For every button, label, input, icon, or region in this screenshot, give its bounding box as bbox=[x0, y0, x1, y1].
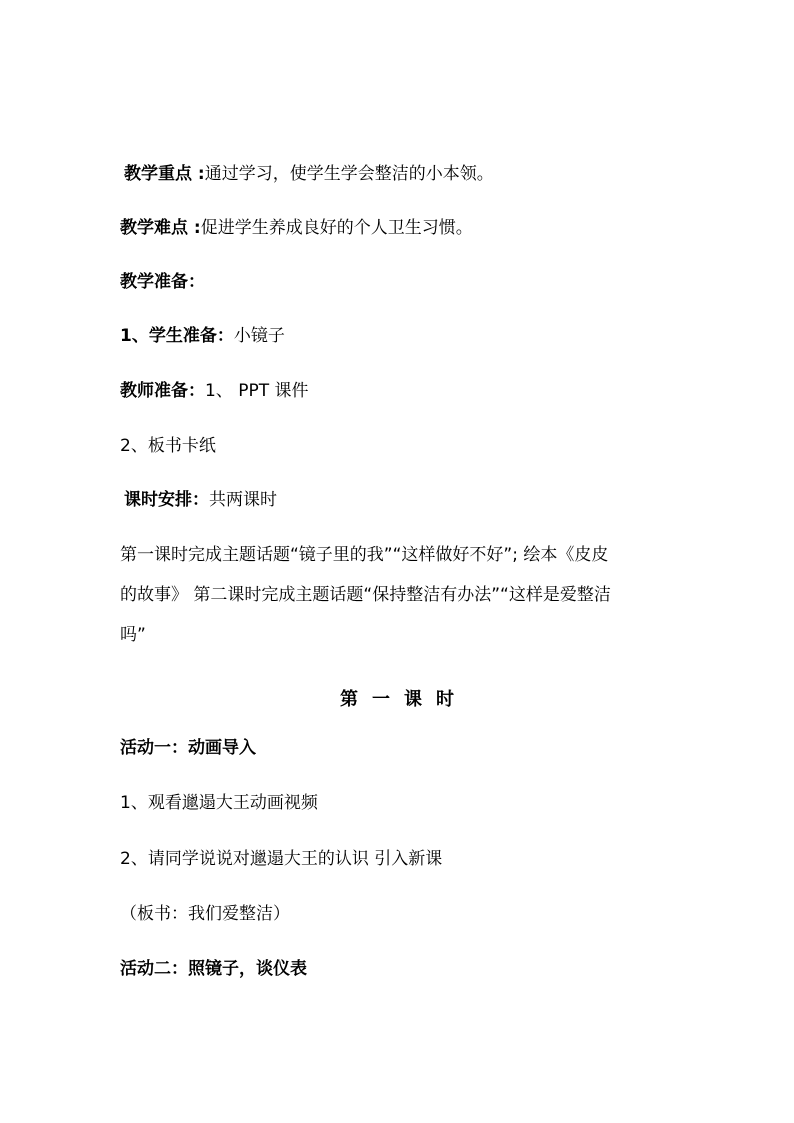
schedule-description bbox=[120, 545, 680, 665]
difficulty-label: 教学难点 : bbox=[120, 218, 201, 238]
activity1-heading: 活动一：动画导入 bbox=[120, 738, 256, 758]
student-preparation-label: 1、学生准备： bbox=[120, 326, 234, 346]
board-note: （板书：我们爱整洁） bbox=[120, 904, 290, 924]
schedule-description-line-1: 第一课时完成主题话题“镜子里的我”“这样做好不好”; 绘本《皮皮 bbox=[120, 545, 609, 565]
schedule-text: 共两课时 bbox=[209, 490, 277, 510]
schedule-description-line-2: 的故事》 第二课时完成主题话题“保持整洁有办法”“这样是爱整洁 bbox=[120, 585, 611, 605]
key-point-line bbox=[124, 164, 494, 184]
preparation-heading: 教学准备： bbox=[120, 272, 205, 292]
activity2-heading: 活动二：照镜子，谈仪表 bbox=[120, 959, 307, 979]
difficulty-text: 促进学生养成良好的个人卫生习惯。 bbox=[200, 218, 473, 238]
lesson-title: 第一课时 bbox=[340, 689, 468, 710]
key-point-text: 通过学习，使学生学会整洁的小本领。 bbox=[204, 164, 494, 184]
schedule-label: 课时安排： bbox=[124, 490, 209, 510]
schedule-description-line-3: 吗” bbox=[120, 625, 146, 645]
teacher-preparation-item2: 2、板书卡纸 bbox=[120, 436, 216, 456]
activity1-step1: 1、观看邋遢大王动画视频 bbox=[120, 793, 318, 813]
key-point-label: 教学重点 : bbox=[124, 164, 205, 184]
teacher-preparation-line bbox=[120, 381, 309, 401]
schedule-line bbox=[124, 490, 277, 510]
teacher-preparation-text: 1、 PPT 课件 bbox=[205, 381, 309, 401]
activity1-step2: 2、请同学说说对邋遢大王的认识 引入新课 bbox=[120, 849, 443, 869]
difficulty-line bbox=[120, 218, 473, 238]
teacher-preparation-label: 教师准备： bbox=[120, 381, 205, 401]
student-preparation-text: 小镜子 bbox=[233, 326, 285, 346]
student-preparation-line bbox=[120, 326, 285, 346]
